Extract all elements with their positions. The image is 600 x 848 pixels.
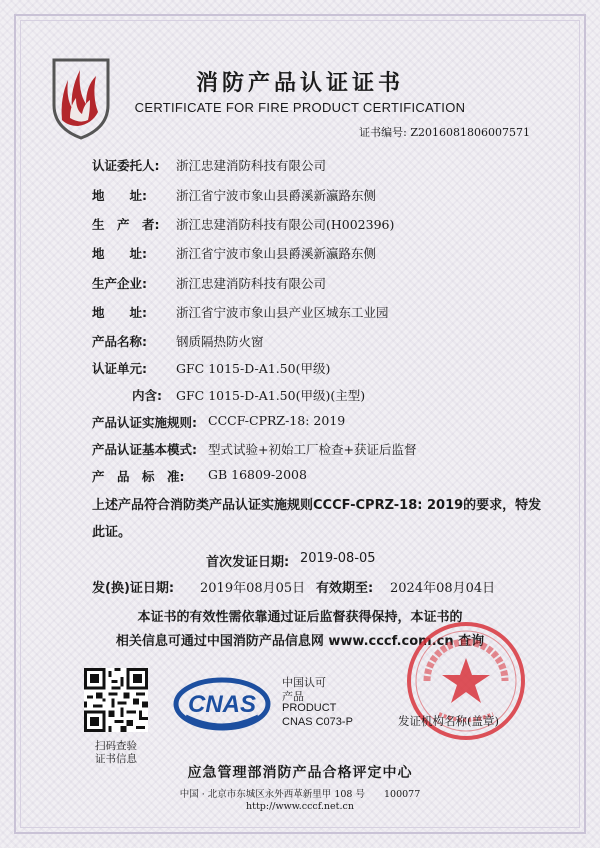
expiry-label: 有效期至:	[316, 581, 374, 596]
certificate-title: 消防产品认证证书	[195, 71, 404, 96]
first-issue-label: 首次发证日期:	[206, 555, 290, 570]
field-value-manufacturer: 浙江忠建消防科技有限公司	[176, 276, 327, 291]
cnas-line2: 产品	[282, 691, 304, 703]
cnas-logo	[172, 676, 272, 732]
field-label-cert-unit: 认证单元:	[92, 361, 147, 376]
field-label-includes: 内含:	[132, 388, 162, 403]
qr-code[interactable]	[84, 668, 148, 732]
field-label-address-applicant: 地 址:	[92, 188, 147, 203]
validity-notice-line1: 本证书的有效性需依靠通过证后监督获得保持，本证书的	[137, 610, 463, 625]
cnas-logo-text: CNAS	[187, 691, 257, 718]
field-value-mode: 型式试验+初始工厂检查+获证后监督	[208, 442, 417, 457]
field-value-address-applicant: 浙江省宁波市象山县爵溪新瀛路东侧	[176, 188, 377, 203]
issuing-body-note: 发证机构名称(盖章)	[398, 714, 499, 728]
cnas-line1: 中国认可	[282, 677, 326, 689]
field-label-mode: 产品认证基本模式:	[92, 442, 197, 457]
certificate-number-value: Z2016081806007571	[410, 126, 530, 139]
issue-date-label: 发(换)证日期:	[92, 581, 175, 596]
issuing-organization: 应急管理部消防产品合格评定中心	[187, 765, 413, 781]
field-label-address-manufacturer: 地 址:	[92, 305, 147, 320]
cnas-line4: CNAS C073-P	[282, 716, 353, 728]
field-value-standard: GB 16809-2008	[208, 467, 307, 482]
conformity-statement-line2: 此证。	[92, 525, 132, 540]
field-label-manufacturer: 生产企业:	[92, 276, 147, 291]
field-label-product-name: 产品名称:	[92, 334, 147, 349]
organization-website[interactable]: http://www.cccf.net.cn	[246, 801, 354, 812]
field-label-producer: 生 产 者:	[92, 217, 160, 232]
issue-date: 2019年08月05日	[200, 581, 306, 596]
expiry-date: 2024年08月04日	[390, 581, 496, 596]
field-value-cert-unit: GFC 1015-D-A1.50(甲级)	[176, 361, 331, 376]
conformity-statement-line1: 上述产品符合消防类产品认证实施规则CCCF-CPRZ-18: 2019的要求，特发	[92, 498, 542, 513]
validity-notice-line2: 相关信息可通过中国消防产品信息网 www.cccf.com.cn 查询	[115, 634, 485, 649]
field-value-rules: CCCF-CPRZ-18: 2019	[208, 413, 346, 428]
field-value-address-manufacturer: 浙江省宁波市象山县产业区城东工业园	[176, 305, 389, 320]
first-issue-date: 2019-08-05	[300, 551, 376, 566]
qr-caption-line1: 扫码查验	[95, 740, 137, 752]
field-value-product-name: 钢质隔热防火窗	[176, 334, 264, 349]
cnas-line3: PRODUCT	[282, 702, 337, 714]
field-value-applicant: 浙江忠建消防科技有限公司	[176, 158, 327, 173]
field-label-standard: 产 品 标 准:	[92, 469, 185, 484]
certificate-number-label: 证书编号:	[359, 126, 407, 139]
field-label-applicant: 认证委托人:	[92, 158, 160, 173]
certificate-number	[359, 124, 530, 140]
field-label-address-producer: 地 址:	[92, 246, 147, 261]
field-value-address-producer: 浙江省宁波市象山县爵溪新瀛路东侧	[176, 246, 377, 261]
field-label-rules: 产品认证实施规则:	[92, 415, 197, 430]
field-value-includes: GFC 1015-D-A1.50(甲级)(主型)	[176, 388, 366, 403]
field-value-producer: 浙江忠建消防科技有限公司(H002396)	[176, 217, 395, 232]
organization-address: 中国 · 北京市东城区永外西革新里甲 108 号 100077	[179, 789, 421, 800]
qr-caption-line2: 证书信息	[95, 753, 137, 765]
certificate-title-english: CERTIFICATE FOR FIRE PRODUCT CERTIFICATION	[134, 100, 466, 115]
